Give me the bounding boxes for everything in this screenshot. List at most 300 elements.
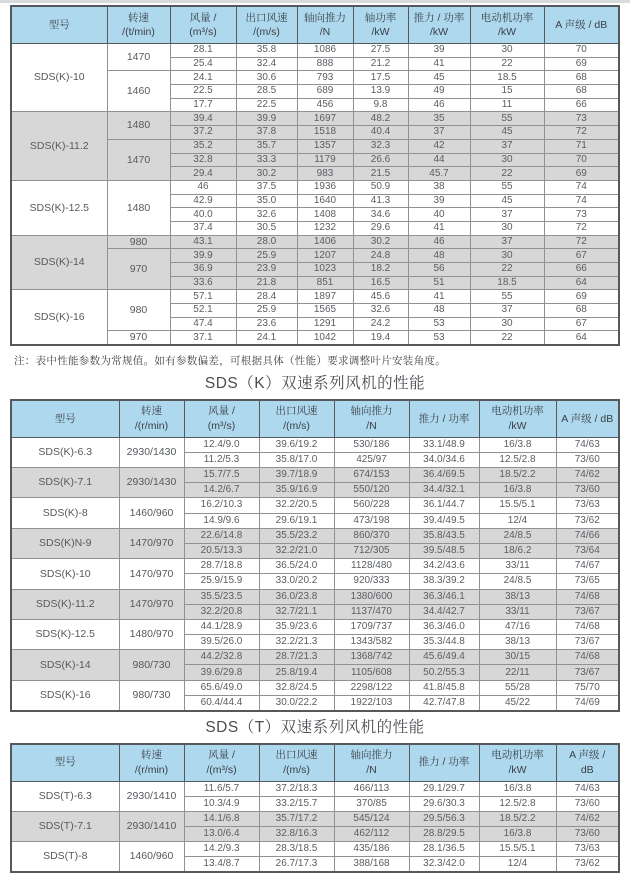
data-cell: 74/62 — [556, 811, 619, 826]
data-cell: 55 — [470, 290, 544, 304]
rpm-cell: 1480 — [107, 180, 170, 235]
model-cell: SDS(K)-12.5 — [11, 619, 119, 649]
data-cell: 674/153 — [334, 468, 409, 483]
data-cell: 16/3.8 — [479, 827, 556, 842]
data-cell: 44 — [408, 153, 470, 167]
data-cell: 32.2/21.3 — [259, 635, 334, 650]
data-cell: 19.4 — [353, 331, 408, 345]
table-row — [11, 112, 619, 126]
data-cell: 851 — [297, 276, 353, 290]
data-cell: 18.5 — [470, 71, 544, 85]
data-cell: 47/16 — [479, 619, 556, 634]
data-cell: 1518 — [297, 126, 353, 140]
data-cell: 1042 — [297, 331, 353, 345]
data-cell: 74/67 — [556, 559, 619, 574]
data-cell: 45 — [470, 126, 544, 140]
data-cell: 1936 — [297, 180, 353, 194]
data-cell: 30 — [470, 317, 544, 331]
data-cell: 74/63 — [556, 781, 619, 796]
data-cell: 37 — [470, 235, 544, 249]
data-cell: 32.8/24.5 — [259, 680, 334, 695]
data-cell: 35.8/43.5 — [409, 528, 479, 543]
data-cell: 39.5/48.5 — [409, 543, 479, 558]
data-cell: 27.5 — [353, 44, 408, 58]
model-cell: SDS(K)-6.3 — [11, 437, 119, 467]
data-cell: 68 — [544, 304, 619, 318]
data-cell: 51 — [408, 276, 470, 290]
rpm-cell: 2930/1430 — [119, 437, 184, 467]
data-cell: 37.4 — [170, 221, 236, 235]
data-cell: 40.4 — [353, 126, 408, 140]
data-cell: 73/63 — [556, 498, 619, 513]
data-cell: 36.9 — [170, 263, 236, 277]
data-cell: 74/68 — [556, 589, 619, 604]
data-cell: 50.2/55.3 — [409, 665, 479, 680]
data-cell: 1023 — [297, 263, 353, 277]
data-cell: 13.0/6.4 — [184, 827, 259, 842]
data-cell: 16.2/10.3 — [184, 498, 259, 513]
data-cell: 72 — [544, 126, 619, 140]
data-cell: 35.7 — [236, 139, 297, 153]
data-cell: 13.4/8.7 — [184, 857, 259, 872]
rpm-cell: 980 — [107, 290, 170, 331]
header-cell: 电动机功率 /kW — [479, 400, 556, 438]
data-cell: 73/60 — [556, 452, 619, 467]
model-cell: SDS(K)N-9 — [11, 528, 119, 558]
data-cell: 45 — [408, 71, 470, 85]
data-cell: 67 — [544, 317, 619, 331]
data-cell: 11.2/5.3 — [184, 452, 259, 467]
header-cell: 出口风速 /(m/s) — [236, 6, 297, 44]
data-cell: 22/11 — [479, 665, 556, 680]
data-cell: 42 — [408, 139, 470, 153]
data-cell: 24.1 — [170, 71, 236, 85]
data-cell: 71 — [544, 139, 619, 153]
header-cell: 轴向推力 /N — [334, 400, 409, 438]
data-cell: 689 — [297, 85, 353, 99]
rpm-cell: 1460 — [107, 71, 170, 112]
model-cell: SDS(K)-8 — [11, 498, 119, 528]
data-cell: 73/65 — [556, 574, 619, 589]
data-cell: 11.6/5.7 — [184, 781, 259, 796]
data-cell: 15.5/5.1 — [479, 498, 556, 513]
table3-title: SDS（T）双速系列风机的性能 — [0, 715, 630, 737]
data-cell: 30 — [470, 221, 544, 235]
data-cell: 1232 — [297, 221, 353, 235]
model-cell: SDS(K)-14 — [11, 650, 119, 680]
data-cell: 28.0 — [236, 235, 297, 249]
table-row — [11, 235, 619, 249]
table2-title: SDS（K）双速系列风机的性能 — [0, 371, 630, 393]
rpm-cell: 980/730 — [119, 680, 184, 710]
data-cell: 456 — [297, 98, 353, 112]
table-sds-k-performance — [10, 5, 620, 346]
data-cell: 1291 — [297, 317, 353, 331]
data-cell: 38/13 — [479, 589, 556, 604]
model-cell: SDS(K)-10 — [11, 44, 107, 112]
data-cell: 10.3/4.9 — [184, 796, 259, 811]
data-cell: 29.6/19.1 — [259, 513, 334, 528]
table-row — [11, 528, 619, 543]
data-cell: 30 — [470, 44, 544, 58]
data-cell: 22 — [470, 167, 544, 181]
data-cell: 33.6 — [170, 276, 236, 290]
data-cell: 73/60 — [556, 796, 619, 811]
data-cell: 41.8/45.8 — [409, 680, 479, 695]
data-cell: 24/8.5 — [479, 528, 556, 543]
data-cell: 20.5/13.3 — [184, 543, 259, 558]
data-cell: 50.9 — [353, 180, 408, 194]
data-cell: 530/186 — [334, 437, 409, 452]
data-cell: 33.2/15.7 — [259, 796, 334, 811]
data-cell: 24.8 — [353, 249, 408, 263]
data-cell: 34.2/43.6 — [409, 559, 479, 574]
rpm-cell: 980 — [107, 235, 170, 249]
data-cell: 1565 — [297, 304, 353, 318]
data-cell: 545/124 — [334, 811, 409, 826]
data-cell: 25.9 — [236, 249, 297, 263]
data-cell: 35.8 — [236, 44, 297, 58]
rpm-cell: 1480/970 — [119, 619, 184, 649]
table-row — [11, 589, 619, 604]
data-cell: 57.1 — [170, 290, 236, 304]
data-cell: 74/66 — [556, 528, 619, 543]
table-row — [11, 842, 619, 857]
data-cell: 18.5 — [470, 276, 544, 290]
data-cell: 67 — [544, 249, 619, 263]
header-cell: 转速 /(t/min) — [107, 6, 170, 44]
data-cell: 22.5 — [170, 85, 236, 99]
data-cell: 34.4/32.1 — [409, 483, 479, 498]
header-cell: 型号 — [11, 6, 107, 44]
data-cell: 73/62 — [556, 857, 619, 872]
header-cell: 型号 — [11, 400, 119, 438]
data-cell: 1128/480 — [334, 559, 409, 574]
data-cell: 56 — [408, 263, 470, 277]
data-cell: 42.9 — [170, 194, 236, 208]
data-cell: 18/6.2 — [479, 543, 556, 558]
table-sds-t-dual-speed-performance — [10, 743, 620, 873]
data-cell: 35.5/23.2 — [259, 528, 334, 543]
data-cell: 42.7/47.8 — [409, 695, 479, 710]
header-cell: 电动机功率 /kW — [470, 6, 544, 44]
data-cell: 15.7/7.5 — [184, 468, 259, 483]
data-cell: 1697 — [297, 112, 353, 126]
data-cell: 14.9/9.6 — [184, 513, 259, 528]
rpm-cell: 1460/960 — [119, 842, 184, 872]
data-cell: 35.9/16.9 — [259, 483, 334, 498]
data-cell: 73/67 — [556, 665, 619, 680]
rpm-cell: 1460/960 — [119, 498, 184, 528]
data-cell: 45.6/49.4 — [409, 650, 479, 665]
data-cell: 73/60 — [556, 483, 619, 498]
data-cell: 74/62 — [556, 468, 619, 483]
data-cell: 37.1 — [170, 331, 236, 345]
data-cell: 28.8/29.5 — [409, 827, 479, 842]
data-cell: 37 — [470, 208, 544, 222]
data-cell: 16/3.8 — [479, 483, 556, 498]
data-cell: 25.4 — [170, 57, 236, 71]
data-cell: 24/8.5 — [479, 574, 556, 589]
data-cell: 32.4 — [236, 57, 297, 71]
data-cell: 43.1 — [170, 235, 236, 249]
rpm-cell: 970 — [107, 331, 170, 345]
data-cell: 38 — [408, 180, 470, 194]
model-cell: SDS(K)-7.1 — [11, 468, 119, 498]
model-cell: SDS(T)-6.3 — [11, 781, 119, 811]
data-cell: 1897 — [297, 290, 353, 304]
table-row — [11, 811, 619, 826]
data-cell: 32.6 — [236, 208, 297, 222]
data-cell: 14.1/6.8 — [184, 811, 259, 826]
data-cell: 45/22 — [479, 695, 556, 710]
data-cell: 28.1/36.5 — [409, 842, 479, 857]
data-cell: 22 — [470, 263, 544, 277]
data-cell: 29.6 — [353, 221, 408, 235]
data-cell: 44.1/28.9 — [184, 619, 259, 634]
data-cell: 12/4 — [479, 513, 556, 528]
data-cell: 72 — [544, 235, 619, 249]
data-cell: 12.5/2.8 — [479, 796, 556, 811]
data-cell: 73/62 — [556, 513, 619, 528]
rpm-cell: 1480 — [107, 112, 170, 139]
data-cell: 39.6/19.2 — [259, 437, 334, 452]
data-cell: 73 — [544, 112, 619, 126]
model-cell: SDS(K)-16 — [11, 290, 107, 345]
table-row — [11, 180, 619, 194]
data-cell: 36.1/44.7 — [409, 498, 479, 513]
data-cell: 473/198 — [334, 513, 409, 528]
data-cell: 32.7/21.1 — [259, 604, 334, 619]
data-cell: 30.5 — [236, 221, 297, 235]
table-row — [11, 437, 619, 452]
data-cell: 12.4/9.0 — [184, 437, 259, 452]
data-cell: 29.6/30.3 — [409, 796, 479, 811]
header-cell: 推力 / 功率 /kW — [408, 6, 470, 44]
data-cell: 32.3 — [353, 139, 408, 153]
rpm-cell: 1470 — [107, 139, 170, 180]
data-cell: 16/3.8 — [479, 437, 556, 452]
data-cell: 1380/600 — [334, 589, 409, 604]
data-cell: 25.9/15.9 — [184, 574, 259, 589]
data-cell: 1179 — [297, 153, 353, 167]
table-sds-k-dual-speed-performance — [10, 399, 620, 712]
data-cell: 32.2/20.8 — [184, 604, 259, 619]
rpm-cell: 1470/970 — [119, 559, 184, 589]
data-cell: 41 — [408, 290, 470, 304]
data-cell: 46 — [408, 235, 470, 249]
rpm-cell: 970 — [107, 249, 170, 290]
data-cell: 49 — [408, 85, 470, 99]
data-cell: 24.1 — [236, 331, 297, 345]
data-cell: 30 — [470, 249, 544, 263]
data-cell: 17.5 — [353, 71, 408, 85]
data-cell: 29.4 — [170, 167, 236, 181]
data-cell: 48 — [408, 249, 470, 263]
data-cell: 39 — [408, 44, 470, 58]
data-cell: 28.5 — [236, 85, 297, 99]
data-cell: 15.5/5.1 — [479, 842, 556, 857]
header-cell: 出口风速 /(m/s) — [259, 400, 334, 438]
data-cell: 28.3/18.5 — [259, 842, 334, 857]
data-cell: 28.4 — [236, 290, 297, 304]
data-cell: 37 — [470, 139, 544, 153]
header-cell: A 声级 / dB — [556, 744, 619, 782]
data-cell: 65.6/49.0 — [184, 680, 259, 695]
data-cell: 18.2 — [353, 263, 408, 277]
data-cell: 33.1/48.9 — [409, 437, 479, 452]
data-cell: 1207 — [297, 249, 353, 263]
data-cell: 74 — [544, 194, 619, 208]
data-cell: 73/60 — [556, 827, 619, 842]
data-cell: 73/64 — [556, 543, 619, 558]
data-cell: 1357 — [297, 139, 353, 153]
data-cell: 41.3 — [353, 194, 408, 208]
data-cell: 13.9 — [353, 85, 408, 99]
data-cell: 1406 — [297, 235, 353, 249]
data-cell: 28.7/21.3 — [259, 650, 334, 665]
data-cell: 64 — [544, 276, 619, 290]
header-cell: 轴向推力 /N — [297, 6, 353, 44]
table1-note: 注：表中性能参数为常规值。如有参数偏差，可根据具体（性能）要求调整叶片安装角度。 — [14, 353, 630, 368]
table-row — [11, 559, 619, 574]
data-cell: 73/67 — [556, 635, 619, 650]
data-cell: 550/120 — [334, 483, 409, 498]
data-cell: 1105/608 — [334, 665, 409, 680]
data-cell: 22.5 — [236, 98, 297, 112]
data-cell: 14.2/9.3 — [184, 842, 259, 857]
data-cell: 1709/737 — [334, 619, 409, 634]
data-cell: 32.6 — [353, 304, 408, 318]
data-cell: 36.4/69.5 — [409, 468, 479, 483]
data-cell: 75/70 — [556, 680, 619, 695]
data-cell: 35.9/23.6 — [259, 619, 334, 634]
data-cell: 1640 — [297, 194, 353, 208]
data-cell: 69 — [544, 290, 619, 304]
table-row — [11, 680, 619, 695]
data-cell: 46 — [408, 98, 470, 112]
data-cell: 74/69 — [556, 695, 619, 710]
data-cell: 41 — [408, 221, 470, 235]
data-cell: 30 — [470, 153, 544, 167]
data-cell: 17.7 — [170, 98, 236, 112]
data-cell: 24.2 — [353, 317, 408, 331]
data-cell: 45.7 — [408, 167, 470, 181]
data-cell: 39.9 — [170, 249, 236, 263]
data-cell: 32.3/42.0 — [409, 857, 479, 872]
header-cell: 风量 / (m³/s) — [184, 400, 259, 438]
table-row — [11, 44, 619, 58]
rpm-cell: 1470/970 — [119, 528, 184, 558]
data-cell: 29.1/29.7 — [409, 781, 479, 796]
data-cell: 9.8 — [353, 98, 408, 112]
header-cell: 风量 / /(m³/s) — [184, 744, 259, 782]
data-cell: 1408 — [297, 208, 353, 222]
data-cell: 983 — [297, 167, 353, 181]
data-cell: 36.3/46.1 — [409, 589, 479, 604]
data-cell: 66 — [544, 98, 619, 112]
data-cell: 30.2 — [236, 167, 297, 181]
data-cell: 35.0 — [236, 194, 297, 208]
rpm-cell: 1470 — [107, 44, 170, 71]
data-cell: 35.8/17.0 — [259, 452, 334, 467]
header-cell: 出口风速 /(m/s) — [259, 744, 334, 782]
data-cell: 11 — [470, 98, 544, 112]
table-row — [11, 619, 619, 634]
table-row — [11, 290, 619, 304]
data-cell: 46 — [170, 180, 236, 194]
data-cell: 72 — [544, 221, 619, 235]
data-cell: 32.2/21.0 — [259, 543, 334, 558]
data-cell: 55/28 — [479, 680, 556, 695]
data-cell: 74 — [544, 180, 619, 194]
header-cell: 风量 / (m³/s) — [170, 6, 236, 44]
data-cell: 39.9 — [236, 112, 297, 126]
data-cell: 1922/103 — [334, 695, 409, 710]
data-cell: 35.5/23.5 — [184, 589, 259, 604]
data-cell: 12/4 — [479, 857, 556, 872]
data-cell: 60.4/44.4 — [184, 695, 259, 710]
data-cell: 466/113 — [334, 781, 409, 796]
data-cell: 35.3/44.8 — [409, 635, 479, 650]
data-cell: 41 — [408, 57, 470, 71]
data-cell: 26.7/17.3 — [259, 857, 334, 872]
data-cell: 16.5 — [353, 276, 408, 290]
data-cell: 48.2 — [353, 112, 408, 126]
data-cell: 25.8/19.4 — [259, 665, 334, 680]
data-cell: 38/13 — [479, 635, 556, 650]
data-cell: 64 — [544, 331, 619, 345]
model-cell: SDS(T)-7.1 — [11, 811, 119, 841]
data-cell: 70 — [544, 44, 619, 58]
data-cell: 35 — [408, 112, 470, 126]
data-cell: 35.7/17.2 — [259, 811, 334, 826]
data-cell: 34.6 — [353, 208, 408, 222]
rpm-cell: 2930/1410 — [119, 811, 184, 841]
header-cell: 轴功率 /kW — [353, 6, 408, 44]
header-cell: 转速 /(r/min) — [119, 744, 184, 782]
data-cell: 73 — [544, 208, 619, 222]
data-cell: 18.5/2.2 — [479, 811, 556, 826]
data-cell: 30.6 — [236, 71, 297, 85]
model-cell: SDS(K)-16 — [11, 680, 119, 710]
data-cell: 73/63 — [556, 842, 619, 857]
data-cell: 1368/742 — [334, 650, 409, 665]
data-cell: 28.1 — [170, 44, 236, 58]
data-cell: 39.6/29.8 — [184, 665, 259, 680]
header-cell: 型号 — [11, 744, 119, 782]
model-cell: SDS(T)-8 — [11, 842, 119, 872]
data-cell: 22 — [470, 57, 544, 71]
data-cell: 15 — [470, 85, 544, 99]
data-cell: 21.5 — [353, 167, 408, 181]
data-cell: 37 — [470, 304, 544, 318]
data-cell: 37.2 — [170, 126, 236, 140]
data-cell: 32.8 — [170, 153, 236, 167]
data-cell: 39.5/26.0 — [184, 635, 259, 650]
data-cell: 21.8 — [236, 276, 297, 290]
data-cell: 55 — [470, 112, 544, 126]
data-cell: 1137/470 — [334, 604, 409, 619]
data-cell: 28.7/18.8 — [184, 559, 259, 574]
header-cell: 转速 /(r/min) — [119, 400, 184, 438]
data-cell: 26.6 — [353, 153, 408, 167]
table-row — [11, 498, 619, 513]
data-cell: 53 — [408, 317, 470, 331]
data-cell: 16/3.8 — [479, 781, 556, 796]
data-cell: 860/370 — [334, 528, 409, 543]
data-cell: 23.6 — [236, 317, 297, 331]
